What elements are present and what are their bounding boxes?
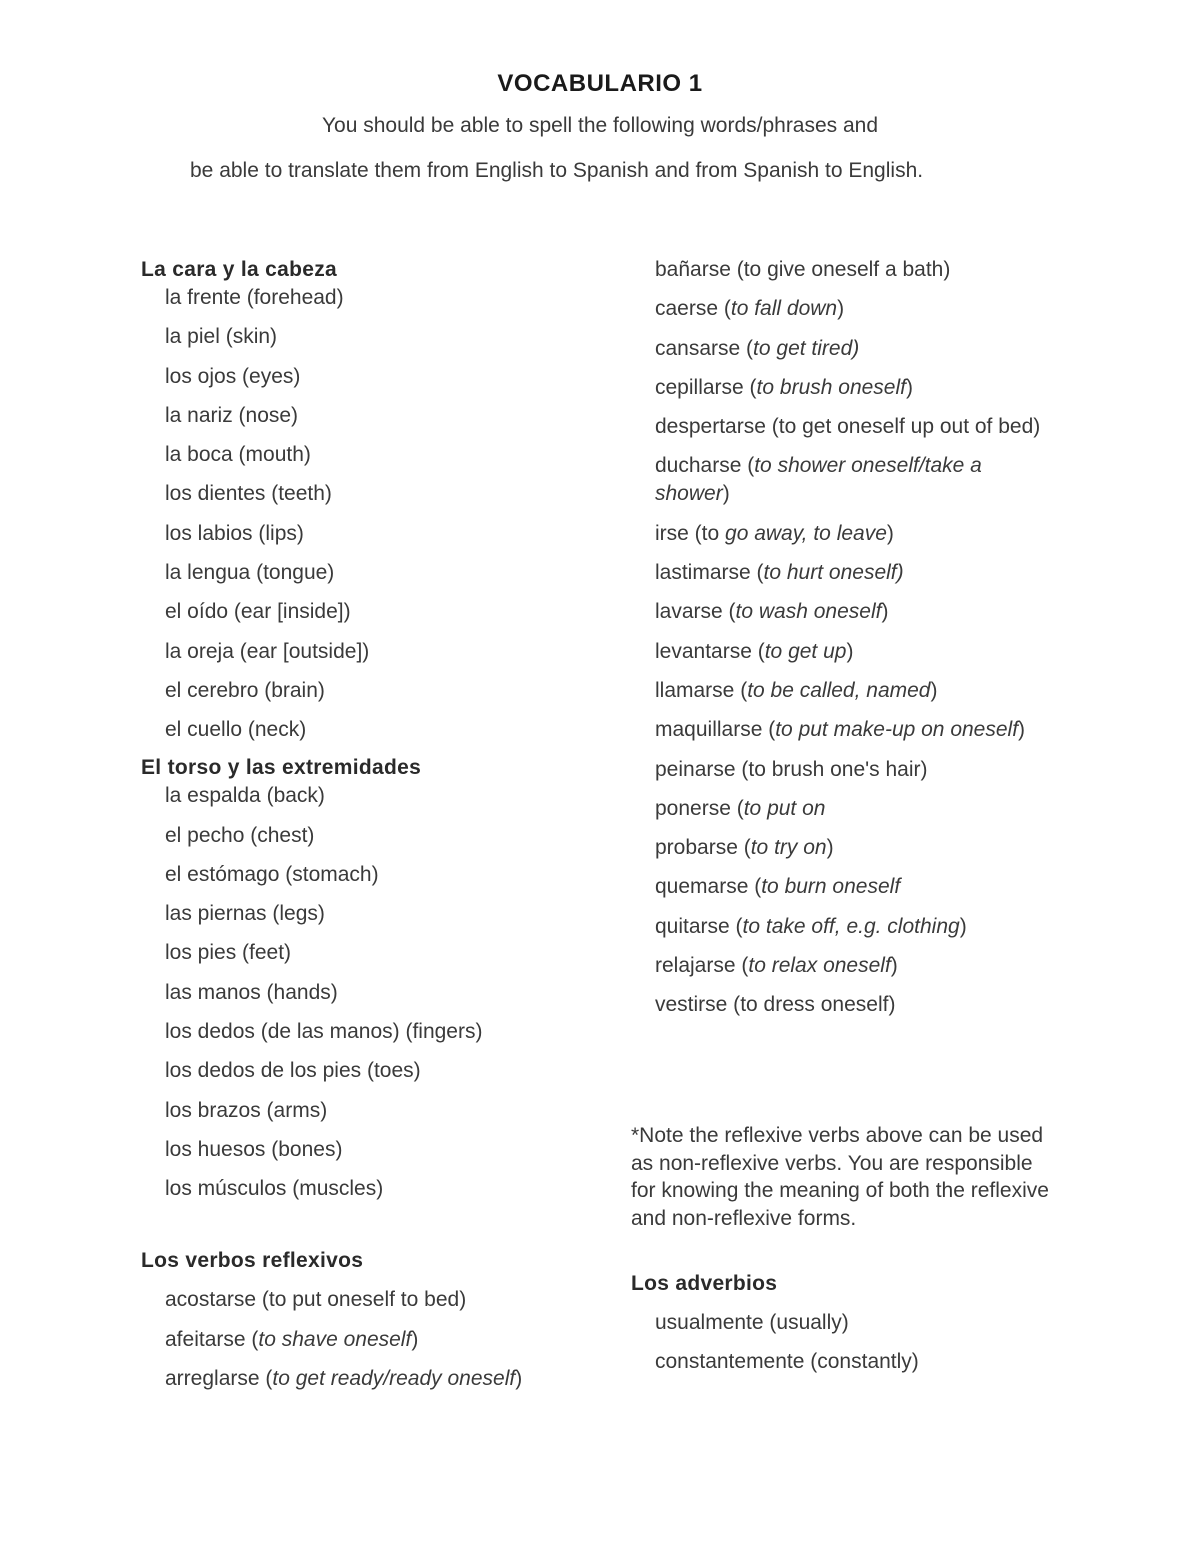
- vocab-item: las manos (hands): [165, 980, 338, 1004]
- adverb-item: constantemente (constantly): [655, 1350, 919, 1374]
- verb-item: [655, 598, 1055, 626]
- verb-item: [141, 1326, 621, 1354]
- reflexive-note: *Note the reflexive verbs above can be used as non-reflexive verbs. You are responsible for knowing the meaning of both the reflexive and non-reflexive forms.: [631, 1124, 1049, 1230]
- verb-english: to brush one's hair: [748, 757, 921, 781]
- verb-item: [141, 1365, 621, 1393]
- verb-spanish: quemarse (: [655, 875, 762, 899]
- verb-item: [655, 520, 1055, 548]
- verb-spanish: quitarse (: [655, 914, 743, 938]
- verb-english: to get oneself up out of bed: [778, 415, 1034, 439]
- verbos-right-list: [655, 256, 1055, 1019]
- verb-spanish: cansarse (: [655, 336, 754, 360]
- left-column: [141, 256, 621, 1393]
- verb-spanish: lavarse (: [655, 600, 736, 624]
- verb-english: go away, to leave: [725, 521, 887, 545]
- adverbios-list: [631, 1309, 1051, 1376]
- verb-close: ): [881, 600, 889, 624]
- vocab-item: los pies (feet): [165, 941, 292, 965]
- vocab-item: la frente (forehead): [165, 286, 344, 309]
- verb-english: to give oneself a bath: [743, 258, 944, 281]
- vocab-item: los dedos de los pies (toes): [165, 1059, 421, 1083]
- verb-close: ): [411, 1327, 419, 1351]
- vocab-item: la lengua (tongue): [165, 561, 335, 585]
- adverbios-block: [631, 1270, 1051, 1376]
- vocab-item: el cuello (neck): [165, 718, 307, 742]
- verb-item: [655, 335, 1055, 363]
- verb-item: [655, 716, 1055, 744]
- vocab-item: el pecho (chest): [165, 823, 315, 847]
- verb-spanish: bañarse (: [655, 258, 744, 281]
- page-title: VOCABULARIO 1: [497, 70, 703, 97]
- vocab-item: el estómago (stomach): [165, 862, 379, 886]
- verb-english: to try on: [750, 836, 827, 860]
- verb-english: to take off, e.g. clothing: [742, 914, 960, 938]
- intro-line-1: You should be able to spell the following words/phrases and: [321, 114, 879, 137]
- verb-close: ): [886, 521, 894, 545]
- vocab-item: los huesos (bones): [165, 1137, 343, 1161]
- verb-english: to put on: [743, 796, 826, 820]
- vocab-item: la piel (skin): [165, 325, 278, 349]
- verb-english: to get ready/ready oneself: [272, 1366, 516, 1390]
- vocab-item: el cerebro (brain): [165, 678, 325, 702]
- verb-item: [655, 991, 1055, 1019]
- section-heading-cara: La cara y la cabeza: [141, 258, 337, 281]
- verb-spanish: afeitarse (: [165, 1327, 259, 1351]
- vocab-item: los brazos (arms): [165, 1098, 328, 1122]
- verb-item: [655, 374, 1055, 402]
- verb-close: ): [1033, 415, 1041, 439]
- verb-english: to wash oneself: [735, 600, 882, 624]
- verb-english: to get up: [764, 639, 847, 663]
- verbos-left-list: [141, 1286, 621, 1393]
- torso-list: [141, 782, 621, 1203]
- verb-item: [655, 952, 1055, 980]
- verb-english: to burn oneself: [761, 875, 901, 899]
- verb-close: ): [846, 639, 854, 663]
- vocab-item: los labios (lips): [165, 521, 304, 545]
- verb-spanish: cepillarse (: [655, 375, 757, 399]
- verb-spanish: lastimarse (: [655, 561, 764, 585]
- verb-spanish: arreglarse (: [165, 1366, 273, 1390]
- verb-english: to hurt oneself): [763, 561, 904, 585]
- verb-item: [655, 795, 1055, 823]
- verb-close: ): [888, 993, 896, 1017]
- verb-item: [655, 256, 1055, 284]
- vocab-item: los dientes (teeth): [165, 482, 332, 506]
- verb-close: ): [943, 258, 951, 281]
- verb-close: ): [890, 954, 898, 978]
- verb-item: [655, 638, 1055, 666]
- verb-close: ): [1018, 718, 1026, 742]
- verb-close: ): [837, 297, 845, 321]
- verb-spanish: ducharse (: [655, 454, 755, 478]
- vocab-item: la espalda (back): [165, 784, 325, 808]
- verb-spanish: acostarse (: [165, 1288, 269, 1312]
- intro-line-2: be able to translate them from English to Spanish and from Spanish to English.: [190, 159, 924, 182]
- adverb-item: usualmente (usually): [655, 1311, 849, 1334]
- section-heading-verbos: Los verbos reflexivos: [141, 1249, 364, 1273]
- verb-spanish: vestirse (: [655, 993, 741, 1017]
- vocab-item: los dedos (de las manos) (fingers): [165, 1020, 483, 1044]
- vocab-item: los ojos (eyes): [165, 364, 301, 388]
- verb-close: ): [920, 757, 928, 781]
- verb-item: [655, 295, 1055, 323]
- verb-item: [141, 1286, 621, 1314]
- verb-english: to shower oneself/take a shower: [655, 454, 982, 506]
- verb-close: ): [905, 375, 913, 399]
- verb-spanish: caerse (: [655, 297, 731, 321]
- verb-spanish: levantarse (: [655, 639, 765, 663]
- verb-spanish: llamarse (: [655, 678, 748, 702]
- verb-close: ): [515, 1366, 523, 1390]
- verb-english: to put make-up on oneself: [775, 718, 1019, 742]
- verb-english: to get tired): [753, 336, 860, 360]
- verb-english: to put oneself to bed: [268, 1288, 460, 1312]
- vocab-item: la boca (mouth): [165, 443, 311, 467]
- right-column: [655, 256, 1055, 1019]
- verb-spanish: probarse (: [655, 836, 751, 860]
- verb-item: [655, 834, 1055, 862]
- verb-english: to dress oneself: [740, 993, 889, 1017]
- verb-spanish: peinarse (: [655, 757, 749, 781]
- verb-item: [655, 559, 1055, 587]
- verb-english: to relax oneself: [748, 954, 891, 978]
- cara-list: [141, 284, 621, 744]
- vocab-item: las piernas (legs): [165, 902, 325, 926]
- verb-item: [655, 756, 1055, 784]
- verb-english: to fall down: [730, 297, 838, 321]
- vocab-item: la nariz (nose): [165, 403, 299, 427]
- vocab-item: el oído (ear [inside]): [165, 600, 351, 624]
- verb-spanish: maquillarse (: [655, 718, 776, 742]
- verb-spanish: relajarse (: [655, 954, 749, 978]
- verb-item: [655, 677, 1055, 705]
- verb-item: [655, 913, 1055, 941]
- verb-close: ): [459, 1288, 467, 1312]
- verb-item: [655, 413, 1055, 441]
- verb-close: ): [722, 482, 730, 506]
- verb-close: ): [959, 914, 967, 938]
- vocab-item: la oreja (ear [outside]): [165, 639, 370, 663]
- verb-spanish: despertarse (: [655, 415, 779, 439]
- verb-english: to be called, named: [747, 678, 931, 702]
- verb-spanish: irse (to: [655, 521, 726, 545]
- verb-close: ): [826, 836, 834, 860]
- verb-close: ): [930, 678, 938, 702]
- verb-english: to brush oneself: [756, 375, 906, 399]
- verb-english: to shave oneself: [258, 1327, 412, 1351]
- verb-spanish: ponerse (: [655, 796, 744, 820]
- verb-item: [655, 452, 1055, 508]
- verb-item: [655, 873, 1055, 901]
- section-heading-adverbios: Los adverbios: [631, 1272, 778, 1295]
- vocab-item: los músculos (muscles): [165, 1177, 384, 1201]
- section-heading-torso: El torso y las extremidades: [141, 756, 422, 780]
